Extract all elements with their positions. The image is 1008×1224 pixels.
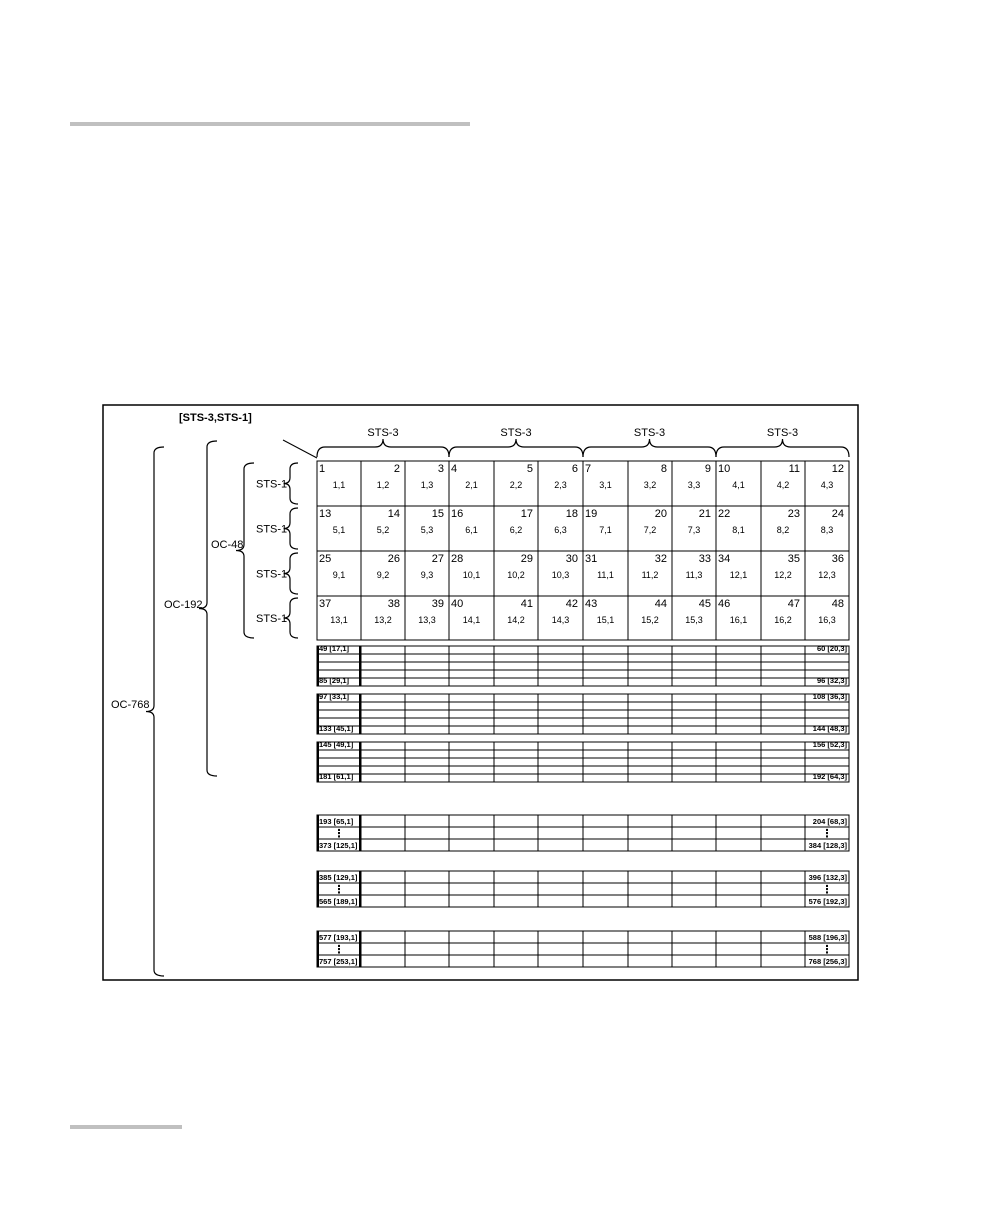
- channel-number: 11: [788, 463, 800, 475]
- channel-number: 27: [431, 553, 444, 565]
- slot-label: 757 [253,1]: [319, 957, 358, 966]
- channel-sub: 15,2: [641, 615, 659, 625]
- ellipsis-icon: ⋮: [821, 828, 833, 840]
- oc48-label: OC-48: [211, 539, 244, 551]
- slot-label: 144 [48,3]: [812, 724, 847, 733]
- channel-number: 7: [585, 463, 592, 475]
- sts1-brace: [284, 508, 298, 549]
- oc768-brace: [146, 447, 164, 976]
- channel-number: 32: [654, 553, 667, 565]
- sts3-brace: [716, 439, 849, 457]
- slot-label: 396 [132,3]: [808, 873, 847, 882]
- ellipsis-icon: ⋮: [821, 884, 833, 896]
- channel-number: 20: [654, 508, 667, 520]
- channel-sub: 1,2: [376, 480, 390, 490]
- channel-number: 22: [718, 508, 731, 520]
- slot-label: 181 [61,1]: [319, 772, 354, 781]
- channel-sub: 6,2: [509, 525, 523, 535]
- slot-label: 385 [129,1]: [319, 873, 358, 882]
- channel-sub: 11,3: [685, 570, 703, 580]
- channel-number: 44: [654, 598, 667, 610]
- channel-sub: 14,2: [507, 615, 525, 625]
- channel-number: 10: [718, 463, 731, 475]
- channel-number: 2: [393, 463, 400, 475]
- slot-label: 156 [52,3]: [812, 740, 847, 749]
- channel-number: 8: [660, 463, 667, 475]
- channel-sub: 8,2: [776, 525, 790, 535]
- channel-sub: 9,2: [376, 570, 390, 580]
- channel-number: 24: [831, 508, 844, 520]
- channel-sub: 7,1: [599, 525, 612, 535]
- header-label: [STS-3,STS-1]: [179, 412, 252, 424]
- channel-sub: 1,3: [420, 480, 434, 490]
- channel-sub: 4,1: [732, 480, 745, 490]
- channel-number: 18: [565, 508, 578, 520]
- channel-sub: 6,1: [465, 525, 478, 535]
- channel-sub: 9,3: [420, 570, 434, 580]
- channel-sub: 11,1: [597, 570, 614, 580]
- channel-sub: 9,1: [332, 570, 346, 580]
- channel-sub: 3,3: [687, 480, 701, 490]
- channel-number: 34: [718, 553, 731, 565]
- slot-label: 192 [64,3]: [812, 772, 847, 781]
- channel-number: 6: [571, 463, 578, 475]
- sts3-brace: [583, 439, 716, 457]
- channel-number: 48: [831, 598, 844, 610]
- sts3-label: STS-3: [500, 427, 532, 439]
- channel-number: 30: [565, 553, 578, 565]
- channel-sub: 5,2: [376, 525, 390, 535]
- slot-label: 60 [20,3]: [816, 644, 847, 653]
- channel-number: 29: [520, 553, 533, 565]
- channel-sub: 12,2: [774, 570, 792, 580]
- channel-sub: 2,2: [509, 480, 523, 490]
- slot-label: 577 [193,1]: [319, 933, 358, 942]
- channel-number: 14: [387, 508, 400, 520]
- channel-sub: 8,1: [732, 525, 745, 535]
- channel-number: 37: [319, 598, 332, 610]
- channel-sub: 14,3: [551, 615, 570, 625]
- channel-sub: 16,3: [818, 615, 836, 625]
- channel-number: 26: [387, 553, 400, 565]
- channel-number: 28: [451, 553, 464, 565]
- channel-sub: 8,3: [820, 525, 834, 535]
- channel-sub: 5,3: [420, 525, 434, 535]
- channel-sub: 10,2: [507, 570, 525, 580]
- slot-label: 133 [45,1]: [319, 724, 354, 733]
- channel-sub: 13,1: [330, 615, 348, 625]
- channel-number: 9: [704, 463, 711, 475]
- ellipsis-icon: ⋮: [821, 944, 833, 956]
- channel-number: 3: [437, 463, 444, 475]
- sts1-label: STS-1: [256, 478, 288, 491]
- slot-label: 204 [68,3]: [812, 817, 847, 826]
- channel-number: 39: [431, 598, 444, 610]
- sts3-brace: [449, 439, 583, 457]
- sts1-label: STS-1: [256, 523, 288, 536]
- slot-label: 588 [196,3]: [808, 933, 847, 942]
- channel-number: 15: [431, 508, 444, 520]
- slot-label: 193 [65,1]: [319, 817, 354, 826]
- channel-sub: 15,1: [596, 615, 615, 625]
- channel-number: 19: [585, 508, 598, 520]
- channel-sub: 16,1: [729, 615, 748, 625]
- channel-number: 45: [698, 598, 711, 610]
- ellipsis-icon: ⋮: [333, 884, 345, 896]
- diagram-frame: [103, 405, 858, 980]
- slot-label: 145 [49,1]: [319, 740, 354, 749]
- oc192-label: OC-192: [164, 599, 203, 611]
- sts3-label: STS-3: [367, 427, 399, 439]
- channel-number: 41: [520, 598, 533, 610]
- channel-number: 47: [787, 598, 800, 610]
- channel-sub: 15,3: [685, 615, 703, 625]
- slot-label: 96 [32,3]: [816, 676, 847, 685]
- channel-number: 38: [387, 598, 400, 610]
- slot-label: 384 [128,3]: [808, 841, 847, 850]
- channel-number: 25: [319, 553, 332, 565]
- slot-label: 85 [29,1]: [319, 676, 350, 685]
- channel-number: 13: [319, 508, 332, 520]
- channel-number: 31: [585, 553, 598, 565]
- channel-sub: 3,2: [643, 480, 657, 490]
- channel-number: 46: [718, 598, 731, 610]
- sts1-brace: [284, 553, 298, 594]
- slot-label: 49 [17,1]: [319, 644, 350, 653]
- sts3-brace: [317, 439, 449, 457]
- channel-number: 40: [451, 598, 464, 610]
- sts3-label: STS-3: [633, 427, 666, 439]
- channel-number: 4: [451, 463, 458, 475]
- channel-sub: 5,1: [332, 525, 346, 535]
- ellipsis-icon: ⋮: [333, 828, 345, 840]
- slot-label: 97 [33,1]: [319, 692, 350, 701]
- channel-sub: 2,3: [554, 480, 567, 490]
- channel-number: 35: [787, 553, 800, 565]
- channel-sub: 10,1: [462, 570, 481, 580]
- channel-number: 17: [520, 508, 533, 520]
- channel-number: 23: [787, 508, 800, 520]
- sts1-brace: [284, 598, 298, 638]
- channel-sub: 7,2: [643, 525, 657, 535]
- channel-sub: 4,3: [820, 480, 834, 490]
- slot-label: 565 [189,1]: [319, 897, 358, 906]
- channel-number: 42: [565, 598, 578, 610]
- channel-sub: 16,2: [774, 615, 792, 625]
- channel-sub: 11,2: [641, 570, 659, 580]
- slot-label: 576 [192,3]: [808, 897, 847, 906]
- channel-number: 5: [526, 463, 533, 475]
- channel-sub: 2,1: [465, 480, 478, 490]
- channel-sub: 10,3: [551, 570, 570, 580]
- channel-number: 16: [451, 508, 464, 520]
- channel-sub: 12,3: [818, 570, 836, 580]
- ellipsis-icon: ⋮: [333, 944, 345, 956]
- channel-number: 21: [698, 508, 711, 520]
- channel-number: 36: [831, 553, 844, 565]
- channel-sub: 4,2: [776, 480, 790, 490]
- channel-number: 12: [831, 463, 844, 475]
- channel-sub: 6,3: [554, 525, 567, 535]
- sts1-label: STS-1: [256, 568, 288, 581]
- sts3-label: STS-3: [766, 427, 799, 439]
- channel-number: 43: [585, 598, 598, 610]
- channel-sub: 7,3: [687, 525, 701, 535]
- sts1-brace: [284, 463, 298, 504]
- channel-number: 33: [698, 553, 711, 565]
- channel-sub: 13,3: [418, 615, 436, 625]
- channel-sub: 14,1: [462, 615, 481, 625]
- slot-label: 108 [36,3]: [812, 692, 847, 701]
- slot-label: 373 [125,1]: [319, 841, 358, 850]
- slot-label: 768 [256,3]: [808, 957, 847, 966]
- channel-sub: 12,1: [729, 570, 748, 580]
- oc768-label: OC-768: [111, 699, 150, 711]
- sts1-label: STS-1: [256, 613, 288, 625]
- channel-sub: 3,1: [599, 480, 612, 490]
- channel-sub: 13,2: [374, 615, 392, 625]
- channel-sub: 1,1: [332, 480, 346, 490]
- channel-number: 1: [319, 463, 326, 475]
- pointer-line: [283, 440, 317, 458]
